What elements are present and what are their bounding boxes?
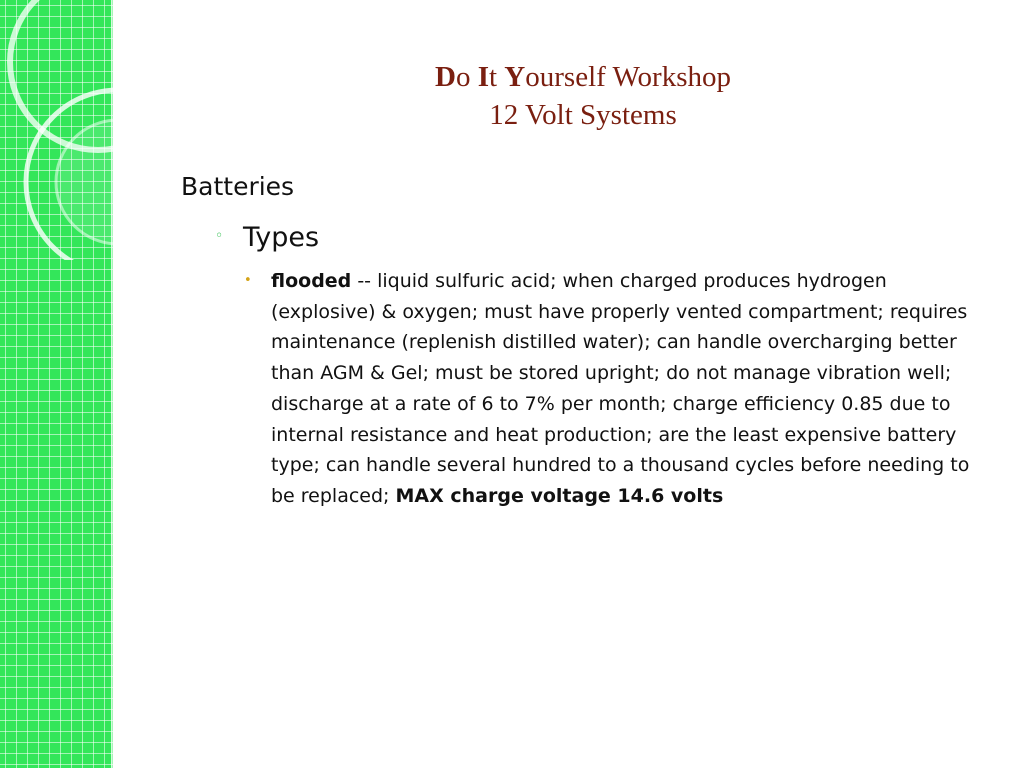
hollow-circle-bullet-icon: ◦ <box>215 228 224 244</box>
bullet-level2-text: Types <box>243 222 320 253</box>
term-separator: -- <box>351 270 378 292</box>
slide-title <box>240 58 926 134</box>
bullet-level3-text <box>271 266 989 512</box>
bullet-level3-flooded <box>244 266 989 512</box>
title-line-1 <box>240 58 926 96</box>
title-cap-y: Y <box>504 61 526 93</box>
title-cap-i: I <box>477 61 489 93</box>
title-cap-d: D <box>434 61 456 93</box>
dot-bullet-icon: • <box>244 273 252 288</box>
decorative-circles <box>0 0 113 260</box>
bullet-level1-batteries: Batteries <box>181 172 295 201</box>
decorative-side-band <box>0 0 113 768</box>
max-charge-voltage: MAX charge voltage 14.6 volts <box>395 484 724 507</box>
term-flooded: flooded <box>271 270 352 292</box>
title-word-it-rest: t <box>488 61 505 93</box>
flooded-description: liquid sulfuric acid; when charged produces hydrogen (explosive) & oxygen; must have properly vented compartment; requires maintenance (replenish distilled water); can handle overcharging better than AGM & Gel; must be stored upright; do not manage vibration well; discharge at a rate of 6 to 7% per month; charge efficiency 0.85 due to internal resistance and heat production; are the least expensive battery type; can handle several hundred to a thousand cycles before needing to be replaced; <box>271 270 970 507</box>
bullet-level2-types <box>215 222 319 253</box>
title-line-2: 12 Volt Systems <box>489 99 677 131</box>
title-word-yourself-rest: ourself Workshop <box>525 61 731 93</box>
side-band-edge <box>111 0 115 768</box>
title-word-do-rest: o <box>455 61 478 93</box>
